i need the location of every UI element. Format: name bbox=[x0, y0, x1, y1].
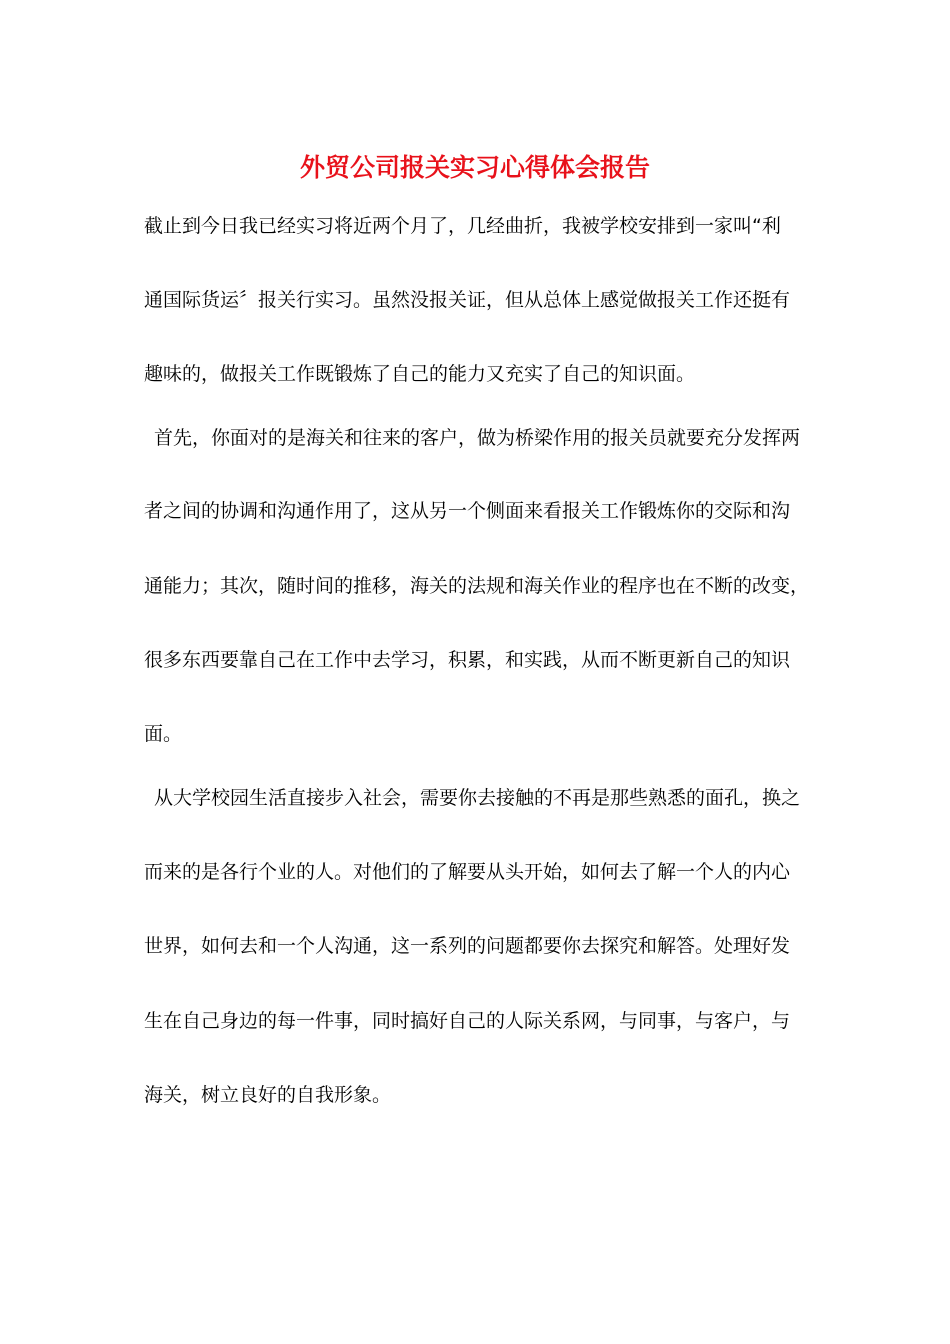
paragraph-1-line-3: 趣味的，做报关工作既锻炼了自己的能力又充实了自己的知识面。 bbox=[144, 363, 696, 385]
paragraph-3-line-5: 海关，树立良好的自我形象。 bbox=[144, 1084, 392, 1106]
paragraph-3-line-2: 而来的是各行个业的人。对他们的了解要从头开始，如何去了解一个人的内心 bbox=[144, 861, 791, 883]
paragraph-3-line-1: 从大学校园生活直接步入社会，需要你去接触的不再是那些熟悉的面孔，换之 bbox=[154, 787, 801, 809]
paragraph-2-line-4: 很多东西要靠自己在工作中去学习，积累，和实践，从而不断更新自己的知识 bbox=[144, 649, 791, 671]
document-title: 外贸公司报关实习心得体会报告 bbox=[299, 153, 650, 182]
paragraph-1-line-2: 通国际货运〞报关行实习。虽然没报关证，但从总体上感觉做报关工作还挺有 bbox=[144, 289, 791, 311]
paragraph-3-line-3: 世界，如何去和一个人沟通，这一系列的问题都要你去探究和解答。处理好发 bbox=[144, 935, 791, 957]
paragraph-2-line-5: 面。 bbox=[144, 723, 183, 745]
paragraph-3-line-4: 生在自己身边的每一件事，同时搞好自己的人际关系网，与同事，与客户，与 bbox=[144, 1010, 791, 1032]
paragraph-2-line-2: 者之间的协调和沟通作用了，这从另一个侧面来看报关工作锻炼你的交际和沟 bbox=[144, 500, 791, 522]
paragraph-2-line-3: 通能力；其次，随时间的推移，海关的法规和海关作业的程序也在不断的改变， bbox=[144, 575, 810, 597]
paragraph-1-line-1: 截止到今日我已经实习将近两个月了，几经曲折，我被学校安排到一家叫“利 bbox=[144, 215, 781, 237]
paragraph-2-line-1: 首先，你面对的是海关和往来的客户，做为桥梁作用的报关员就要充分发挥两 bbox=[154, 427, 801, 449]
